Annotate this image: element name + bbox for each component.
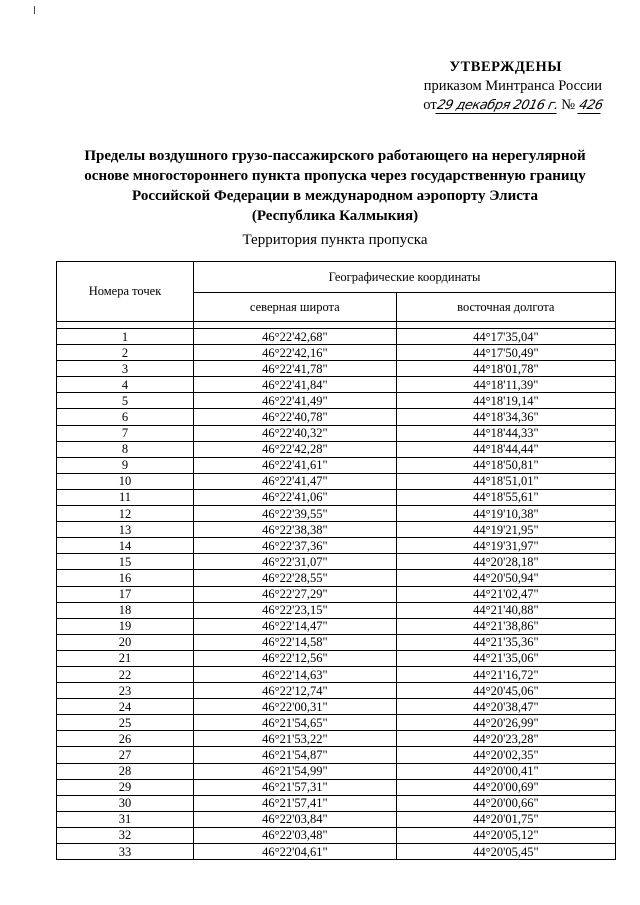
table-row [57, 811, 616, 827]
longitude-cell: 44°20'00,69" [396, 779, 615, 795]
longitude-cell: 44°18'44,44" [396, 441, 615, 457]
longitude-cell: 44°18'55,61" [396, 489, 615, 505]
table-row [57, 570, 616, 586]
point-number-cell: 8 [57, 441, 194, 457]
point-number-cell: 22 [57, 666, 194, 682]
handwritten-number: 426 [577, 98, 604, 113]
table-row [57, 618, 616, 634]
longitude-cell: 44°20'38,47" [396, 699, 615, 715]
longitude-cell: 44°18'01,78" [396, 361, 615, 377]
point-number-cell: 10 [57, 473, 194, 489]
latitude-cell: 46°22'14,47" [194, 618, 397, 634]
longitude-cell: 44°20'00,66" [396, 795, 615, 811]
table-row [57, 650, 616, 666]
longitude-cell: 44°17'50,49" [396, 345, 615, 361]
longitude-cell: 44°20'28,18" [396, 554, 615, 570]
table-row [57, 747, 616, 763]
latitude-cell: 46°22'41,49" [194, 393, 397, 409]
point-number-cell: 12 [57, 506, 194, 522]
approval-date-line [423, 96, 602, 115]
longitude-cell: 44°20'00,41" [396, 763, 615, 779]
table-row [57, 731, 616, 747]
latitude-cell: 46°22'39,55" [194, 506, 397, 522]
longitude-cell: 44°20'45,06" [396, 683, 615, 699]
handwritten-date: 29 декабря 2016 г. [435, 98, 560, 113]
table-body [57, 322, 616, 860]
table-row [57, 393, 616, 409]
latitude-cell: 46°22'40,78" [194, 409, 397, 425]
table-row [57, 489, 616, 505]
approval-number-prefix: № [561, 97, 576, 113]
point-number-cell: 17 [57, 586, 194, 602]
longitude-cell: 44°20'50,94" [396, 570, 615, 586]
table-row [57, 457, 616, 473]
latitude-cell: 46°22'14,63" [194, 666, 397, 682]
longitude-cell: 44°18'44,33" [396, 425, 615, 441]
point-number-cell: 25 [57, 715, 194, 731]
latitude-cell: 46°22'04,61" [194, 844, 397, 860]
table-row [57, 844, 616, 860]
table-row [57, 377, 616, 393]
header-point-numbers: Номера точек [57, 262, 194, 322]
longitude-cell: 44°20'01,75" [396, 811, 615, 827]
point-number-cell: 30 [57, 795, 194, 811]
longitude-cell: 44°18'19,14" [396, 393, 615, 409]
header-latitude: северная широта [194, 293, 397, 322]
table-row [57, 441, 616, 457]
longitude-cell: 44°20'05,45" [396, 844, 615, 860]
longitude-cell: 44°20'26,99" [396, 715, 615, 731]
table-row [57, 795, 616, 811]
table-row [57, 827, 616, 843]
point-number-cell: 3 [57, 361, 194, 377]
latitude-cell: 46°22'37,36" [194, 538, 397, 554]
latitude-cell: 46°22'03,48" [194, 827, 397, 843]
latitude-cell: 46°22'42,68" [194, 329, 397, 345]
page-edge-mark [34, 6, 35, 14]
title-line: основе многостороннего пункта пропуска через государственную границу [84, 168, 586, 184]
coordinates-table [56, 261, 616, 860]
longitude-cell: 44°21'40,88" [396, 602, 615, 618]
table-row [57, 522, 616, 538]
latitude-cell: 46°22'31,07" [194, 554, 397, 570]
header-geo-coordinates: Географические координаты [194, 262, 616, 293]
latitude-cell: 46°21'57,41" [194, 795, 397, 811]
point-number-cell: 16 [57, 570, 194, 586]
latitude-cell: 46°22'42,16" [194, 345, 397, 361]
title-line: Российской Федерации в международном аэропорту Элиста [132, 188, 538, 204]
latitude-cell: 46°21'54,99" [194, 763, 397, 779]
longitude-cell: 44°18'51,01" [396, 473, 615, 489]
latitude-cell: 46°22'41,84" [194, 377, 397, 393]
table-row [57, 329, 616, 345]
point-number-cell: 21 [57, 650, 194, 666]
approval-order-line: приказом Минтранса России [423, 78, 602, 94]
longitude-cell: 44°17'35,04" [396, 329, 615, 345]
table-row [57, 361, 616, 377]
longitude-cell: 44°20'02,35" [396, 747, 615, 763]
point-number-cell: 11 [57, 489, 194, 505]
point-number-cell: 9 [57, 457, 194, 473]
table-row [57, 538, 616, 554]
table-row [57, 586, 616, 602]
table-row [57, 699, 616, 715]
latitude-cell: 46°22'41,78" [194, 361, 397, 377]
approval-block [423, 58, 602, 115]
approval-from-prefix: от [423, 97, 437, 113]
table-row [57, 634, 616, 650]
point-number-cell: 27 [57, 747, 194, 763]
header-gap-row [57, 322, 616, 329]
longitude-cell: 44°18'11,39" [396, 377, 615, 393]
latitude-cell: 46°21'54,65" [194, 715, 397, 731]
longitude-cell: 44°19'31,97" [396, 538, 615, 554]
table-row [57, 554, 616, 570]
latitude-cell: 46°22'00,31" [194, 699, 397, 715]
latitude-cell: 46°22'40,32" [194, 425, 397, 441]
point-number-cell: 6 [57, 409, 194, 425]
latitude-cell: 46°21'54,87" [194, 747, 397, 763]
table-row [57, 409, 616, 425]
latitude-cell: 46°22'42,28" [194, 441, 397, 457]
longitude-cell: 44°18'34,36" [396, 409, 615, 425]
longitude-cell: 44°19'10,38" [396, 506, 615, 522]
latitude-cell: 46°22'27,29" [194, 586, 397, 602]
table-row [57, 715, 616, 731]
latitude-cell: 46°22'41,47" [194, 473, 397, 489]
longitude-cell: 44°21'35,06" [396, 650, 615, 666]
latitude-cell: 46°22'12,74" [194, 683, 397, 699]
table-row [57, 666, 616, 682]
latitude-cell: 46°22'41,06" [194, 489, 397, 505]
header-longitude: восточная долгота [396, 293, 615, 322]
latitude-cell: 46°22'03,84" [194, 811, 397, 827]
table-row [57, 683, 616, 699]
longitude-cell: 44°21'16,72" [396, 666, 615, 682]
table-row [57, 779, 616, 795]
longitude-cell: 44°21'35,36" [396, 634, 615, 650]
title-line: (Республика Калмыкия) [251, 208, 419, 224]
latitude-cell: 46°21'53,22" [194, 731, 397, 747]
table-row [57, 506, 616, 522]
latitude-cell: 46°22'14,58" [194, 634, 397, 650]
point-number-cell: 33 [57, 844, 194, 860]
table-row [57, 602, 616, 618]
latitude-cell: 46°22'28,55" [194, 570, 397, 586]
longitude-cell: 44°19'21,95" [396, 522, 615, 538]
point-number-cell: 31 [57, 811, 194, 827]
latitude-cell: 46°22'38,38" [194, 522, 397, 538]
longitude-cell: 44°21'02,47" [396, 586, 615, 602]
point-number-cell: 28 [57, 763, 194, 779]
point-number-cell: 20 [57, 634, 194, 650]
point-number-cell: 4 [57, 377, 194, 393]
table-row [57, 425, 616, 441]
point-number-cell: 7 [57, 425, 194, 441]
table-row [57, 345, 616, 361]
point-number-cell: 5 [57, 393, 194, 409]
document-subtitle: Территория пункта пропуска [242, 232, 428, 248]
table-row [57, 473, 616, 489]
longitude-cell: 44°20'05,12" [396, 827, 615, 843]
point-number-cell: 23 [57, 683, 194, 699]
point-number-cell: 19 [57, 618, 194, 634]
title-line: Пределы воздушного грузо-пассажирского работающего на нерегулярной [84, 148, 586, 164]
point-number-cell: 13 [57, 522, 194, 538]
point-number-cell: 32 [57, 827, 194, 843]
point-number-cell: 14 [57, 538, 194, 554]
approval-heading: УТВЕРЖДЕНЫ [449, 59, 562, 75]
longitude-cell: 44°18'50,81" [396, 457, 615, 473]
point-number-cell: 15 [57, 554, 194, 570]
latitude-cell: 46°22'41,61" [194, 457, 397, 473]
latitude-cell: 46°21'57,31" [194, 779, 397, 795]
latitude-cell: 46°22'23,15" [194, 602, 397, 618]
point-number-cell: 26 [57, 731, 194, 747]
point-number-cell: 24 [57, 699, 194, 715]
table-row [57, 763, 616, 779]
point-number-cell: 2 [57, 345, 194, 361]
point-number-cell: 1 [57, 329, 194, 345]
point-number-cell: 29 [57, 779, 194, 795]
point-number-cell: 18 [57, 602, 194, 618]
document-title [60, 146, 610, 226]
longitude-cell: 44°21'38,86" [396, 618, 615, 634]
longitude-cell: 44°20'23,28" [396, 731, 615, 747]
latitude-cell: 46°22'12,56" [194, 650, 397, 666]
